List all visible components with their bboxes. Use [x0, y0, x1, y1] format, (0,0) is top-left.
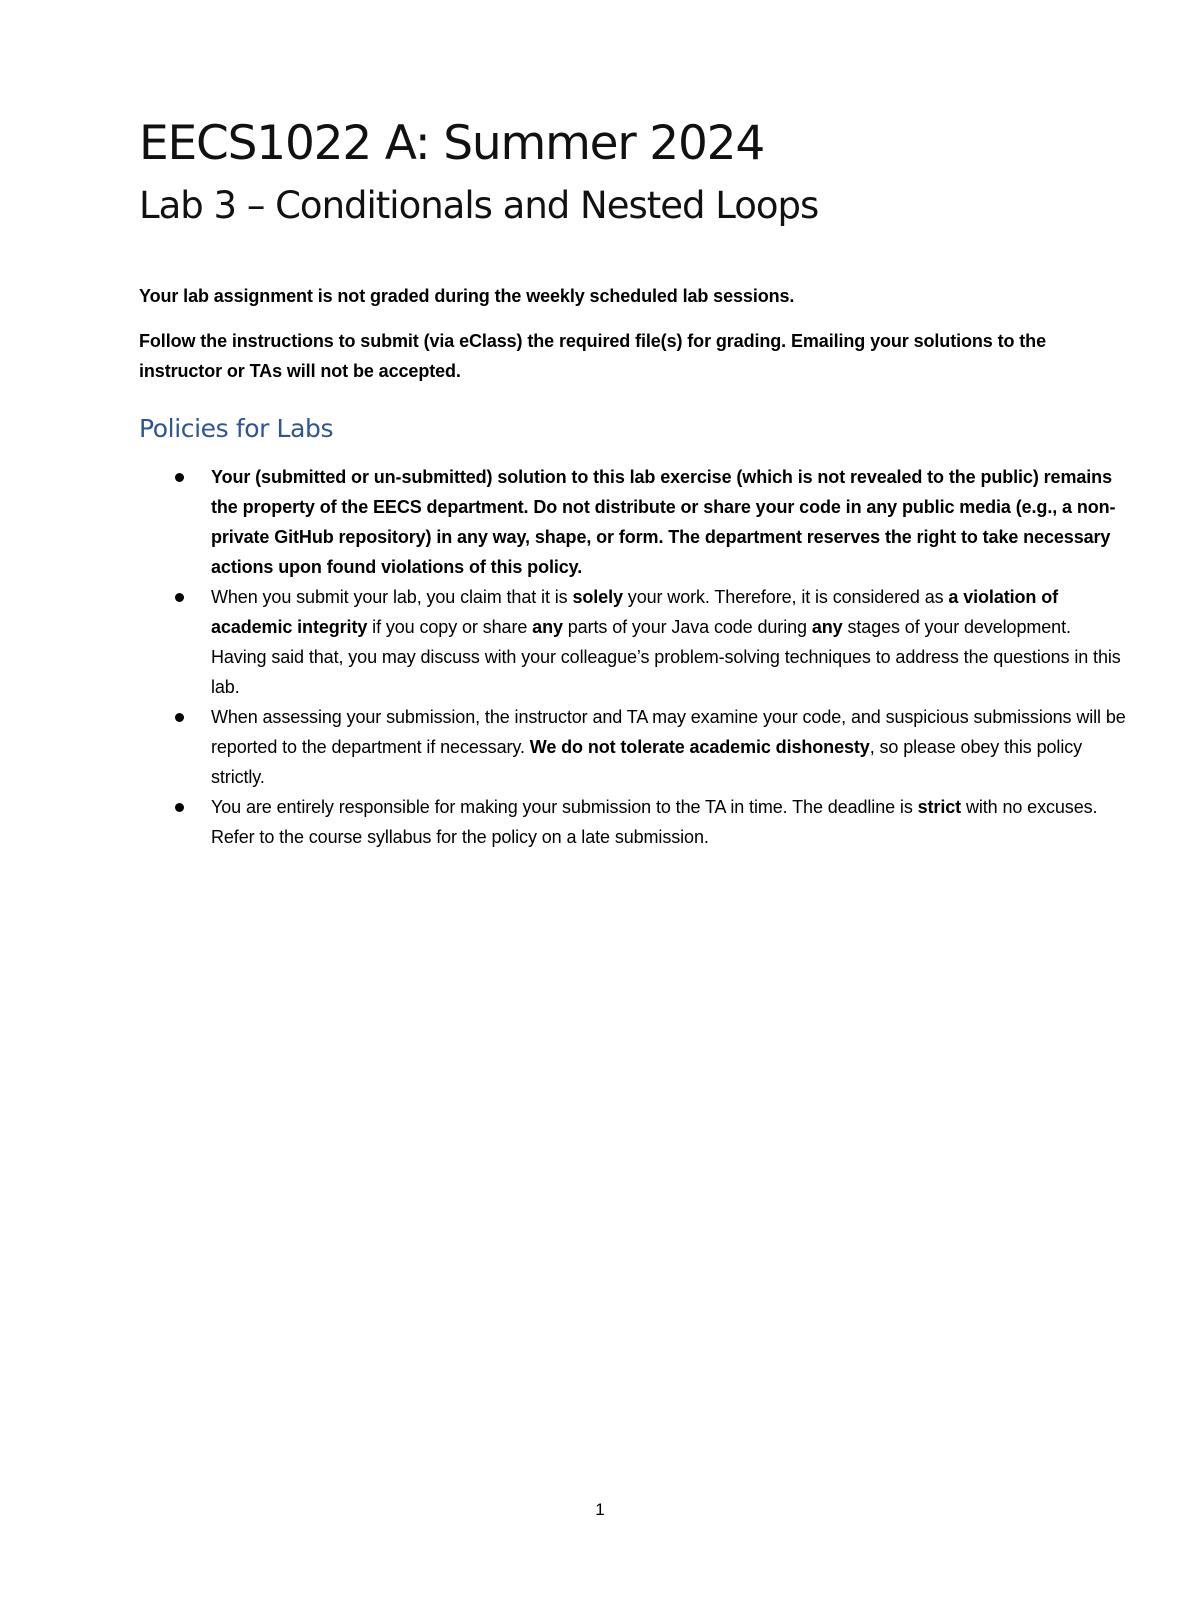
emphasis-text: strict	[917, 797, 962, 817]
policy-item-integrity	[139, 582, 1129, 702]
emphasis-text: solely	[572, 587, 623, 607]
intro-paragraph-submission: Follow the instructions to submit (via eClass) the required file(s) for grading. Emailing your solutions to the instructor or TAs will not be accepted.	[139, 331, 1046, 381]
policy-item-assessment	[139, 702, 1129, 792]
bullet-icon	[175, 473, 184, 482]
policy-text: When assessing your submission, the instructor and TA may examine your code, and suspicious submissions will be reported to the department if necessary.	[211, 707, 1126, 757]
policy-item-deadline	[139, 792, 1129, 852]
policy-text: stages of your development. Having said that, you may discuss with your colleague’s problem-solving techniques to address the questions in this lab.	[211, 617, 1121, 697]
policy-text: your work. Therefore, it is considered as	[622, 587, 949, 607]
policy-item-property	[139, 462, 1129, 582]
intro-paragraph-grading: Your lab assignment is not graded during the weekly scheduled lab sessions.	[139, 286, 795, 306]
page-number: 1	[595, 1500, 605, 1519]
policy-text: When you submit your lab, you claim that it is	[211, 587, 573, 607]
policy-text: Your (submitted or un-submitted) solution to this lab exercise (which is not revealed to the public) remains the property of the EECS department. Do not distribute or share your code in any public media (e.g., a non-private GitHub repository) in any way, shape, or form. The department reserves the right to take necessary actions upon found violations of this policy.	[211, 467, 1116, 577]
document-title: EECS1022 A: Summer 2024	[139, 116, 765, 171]
policy-text: with no excuses. Refer to the course syllabus for the policy on a late submission.	[211, 797, 1098, 847]
bullet-icon	[175, 593, 184, 602]
emphasis-text: a violation of academic integrity	[211, 587, 1059, 637]
document-subtitle: Lab 3 – Conditionals and Nested Loops	[139, 184, 819, 227]
policy-text: if you copy or share	[367, 617, 533, 637]
policy-text: You are entirely responsible for making your submission to the TA in time. The deadline is	[211, 797, 918, 817]
policy-list	[139, 462, 1129, 852]
emphasis-text: any	[532, 617, 563, 637]
bullet-icon	[175, 713, 184, 722]
bullet-icon	[175, 803, 184, 812]
policy-text: parts of your Java code during	[562, 617, 812, 637]
emphasis-text: We do not tolerate academic dishonesty	[529, 737, 870, 757]
policies-heading: Policies for Labs	[139, 414, 334, 443]
policy-text: , so please obey this policy strictly.	[211, 737, 1083, 787]
emphasis-text: any	[811, 617, 843, 637]
